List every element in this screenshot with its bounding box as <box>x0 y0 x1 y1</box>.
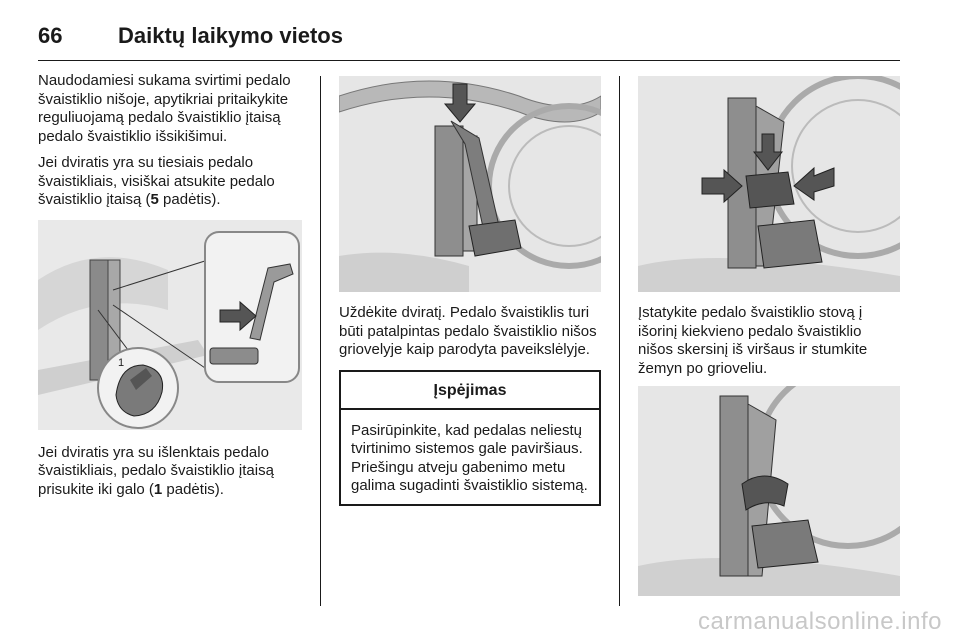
warning-title: Įspėjimas <box>341 372 599 410</box>
page-number: 66 <box>38 23 63 48</box>
column-1 <box>38 72 302 507</box>
paragraph-insert-stand: Įstatykite pedalo švaistiklio stovą į išorinį kiekvieno pedalo švaistiklio nišos skersinį iš viršaus ir stumkite žemyn po grioveliu. <box>638 304 868 377</box>
page-header <box>38 16 343 56</box>
paragraph-curved-cranks: Jei dviratis yra su išlenktais pedalo švaistikliais, pedalo švaistiklio įtaisą prisukite iki galo (1 padėtis). <box>38 443 274 498</box>
watermark: carmanualsonline.info <box>698 608 942 635</box>
knob-position-label: 1 <box>118 356 125 369</box>
header-rule <box>38 60 900 61</box>
figure-crank-adjuster <box>38 220 302 430</box>
column-divider-2 <box>619 76 620 606</box>
figure-stand-installed <box>638 386 900 596</box>
page-title: Daiktų laikymo vietos <box>118 23 343 48</box>
warning-body: Pasirūpinkite, kad pedalas neliestų tvirtinimo sistemos gale paviršiaus. Priešingu atveju gabenimo metu galima sugadinti švaistiklio sistemą. <box>351 421 588 494</box>
warning-box <box>339 370 601 506</box>
paragraph-mount-bike: Uždėkite dviratį. Pedalo švaistiklis turi būti patalpintas pedalo švaistiklio nišos griovelyje kaip parodyta paveikslėlyje. <box>339 304 597 358</box>
paragraph-adjust: Naudodamiesi sukama svirtimi pedalo švaistiklio nišoje, apytikriai pritaikykite reguliuojamą pedalo švaistiklio įtaisą pedalo švaistiklio išsikišimui. <box>38 72 291 145</box>
paragraph-straight-cranks: Jei dviratis yra su tiesiais pedalo švaistikliais, visiškai atsukite pedalo švaistiklio įtaisą (5 padėtis). <box>38 154 275 208</box>
column-3 <box>638 72 900 596</box>
figure-insert-stand <box>638 76 900 292</box>
column-divider-1 <box>320 76 321 606</box>
column-2 <box>339 72 601 506</box>
figure-pedal-in-groove <box>339 76 601 292</box>
